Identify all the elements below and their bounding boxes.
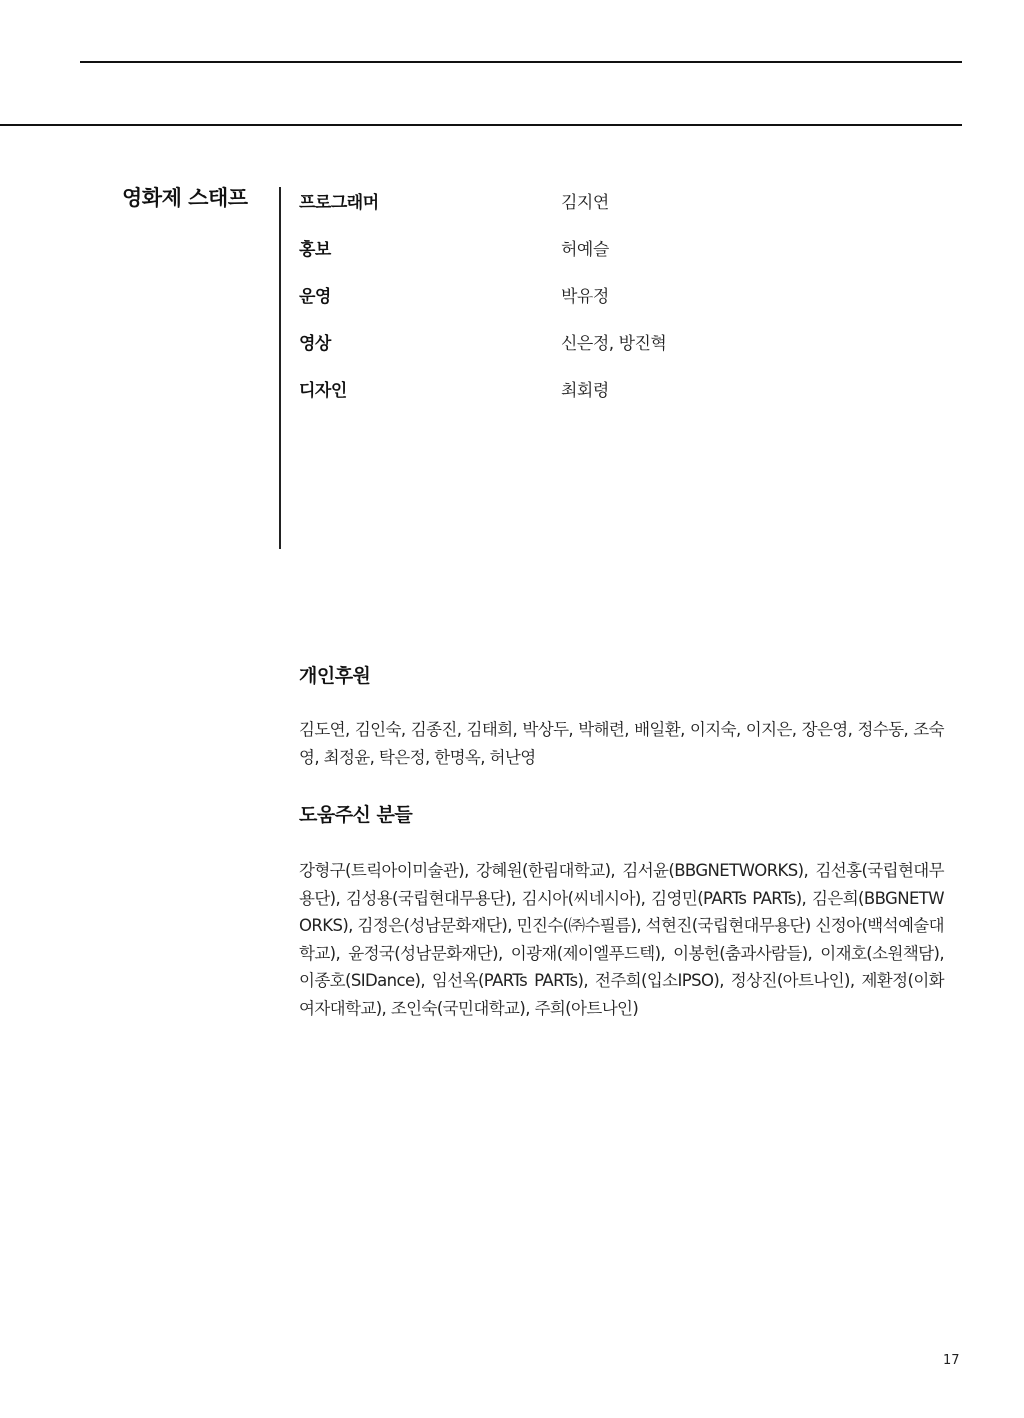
staff-role: 영상 <box>299 334 331 354</box>
staff-row <box>299 376 939 423</box>
staff-row <box>299 188 939 235</box>
individual-donors-list: 김도연, 김인숙, 김종진, 김태희, 박상두, 박해련, 배일환, 이지숙, 이지은, 장은영, 정수동, 조숙영, 최정윤, 탁은정, 한명옥, 허난영 <box>299 720 944 767</box>
helpers-list: 강형구(트릭아이미술관), 강혜원(한림대학교), 김서윤(BBGNETWORKS), 김선홍(국립현대무용단), 김성용(국립현대무용단), 김시아(씨네시아), 김영민(PARTs PARTs), 김은희(BBGNETWORKS), 김정은(성남문화재단), 민진수(㈜수필름), 석현진(국립현대무용단) 신정아(백석예술대학교), 윤정국(성남문화재단), 이광재(제이엘푸드텍), 이봉헌(춤과사람들), 이재호(소원책담), 이종호(SIDance), 임선옥(PARTs PARTs), 전주희(입소IPSO), 정상진(아트나인), 제환정(이화여자대학교), 조인숙(국민대학교), 주희(아트나인) <box>299 861 944 1018</box>
staff-role: 디자인 <box>299 381 347 401</box>
staff-row <box>299 235 939 282</box>
staff-role: 홍보 <box>299 240 331 260</box>
staff-row <box>299 329 939 376</box>
staff-role: 프로그래머 <box>299 193 379 213</box>
individual-donors-section <box>299 661 944 771</box>
staff-name: 신은정, 방진혁 <box>561 334 667 354</box>
helpers-section <box>299 800 944 1022</box>
page-number: 17 <box>943 1353 960 1368</box>
staff-name: 허예슬 <box>561 240 609 260</box>
individual-donors-title: 개인후원 <box>299 665 371 687</box>
staff-name: 박유정 <box>561 287 609 307</box>
staff-section-title: 영화제 스태프 <box>122 186 248 210</box>
staff-name: 최회령 <box>561 381 609 401</box>
vertical-divider <box>279 187 281 549</box>
helpers-title: 도움주신 분들 <box>299 804 413 826</box>
staff-role: 운영 <box>299 287 331 307</box>
staff-row <box>299 282 939 329</box>
staff-name: 김지연 <box>561 193 609 213</box>
second-rule <box>0 124 962 126</box>
staff-list <box>299 188 939 423</box>
top-rule <box>80 61 962 63</box>
